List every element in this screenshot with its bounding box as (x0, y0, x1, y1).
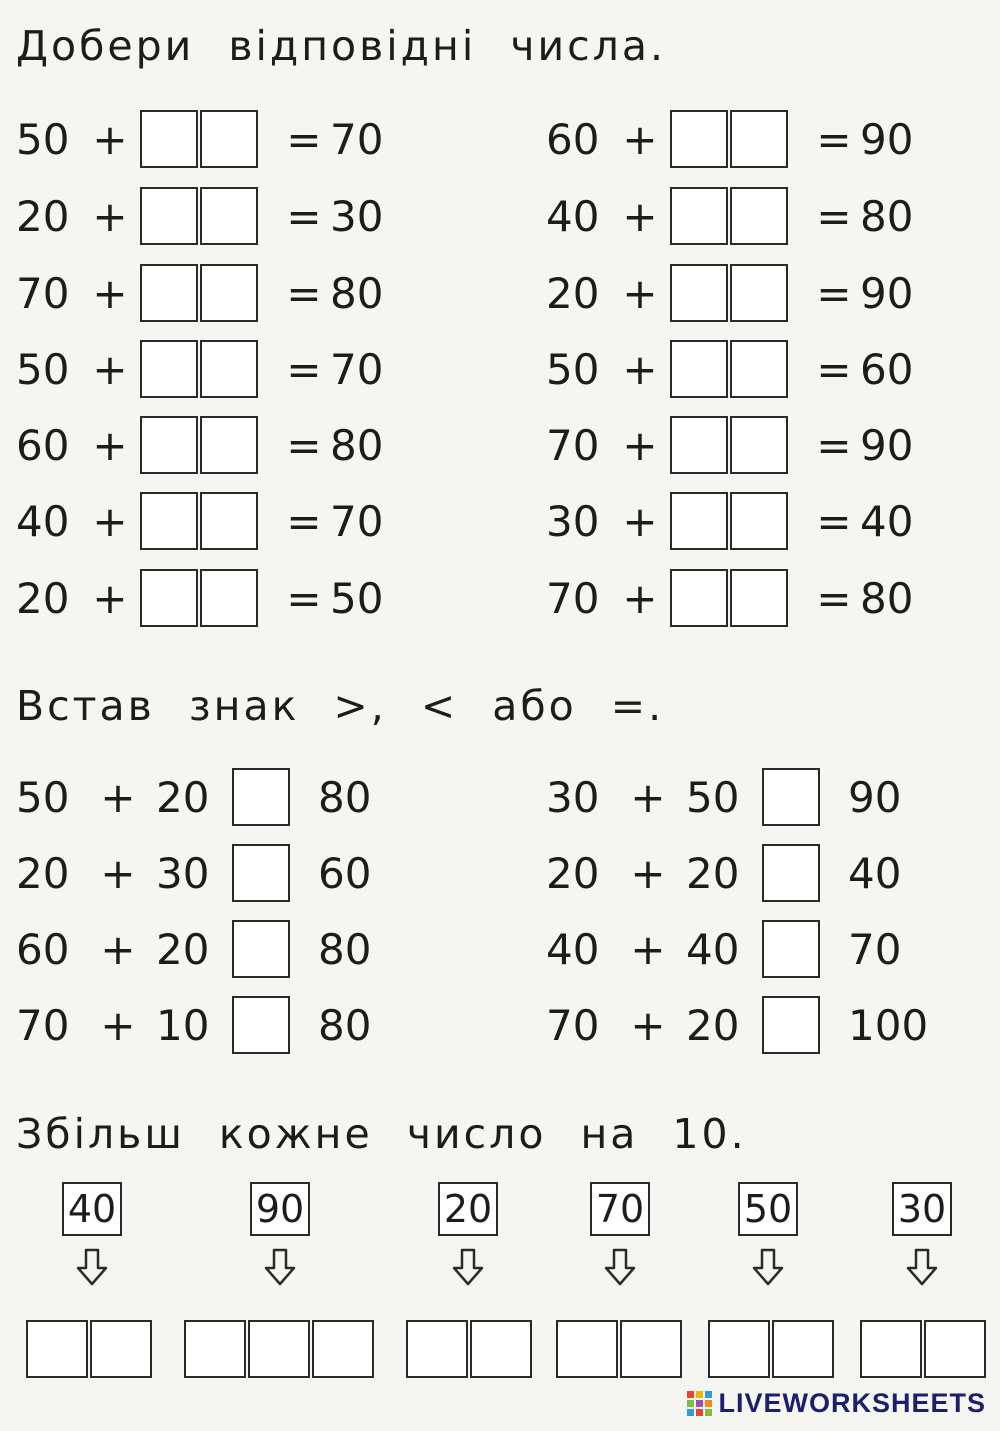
addend: 50 (546, 344, 600, 394)
comparison-row (16, 766, 382, 828)
plus-sign: + (92, 344, 128, 394)
answer-box[interactable] (772, 1320, 834, 1378)
addend: 20 (16, 573, 70, 623)
second-addend: 40 (686, 924, 740, 974)
equals-sign: = (816, 573, 852, 623)
sum: 80 (330, 268, 384, 318)
answer-boxes (670, 340, 788, 398)
answer-group (26, 1320, 152, 1378)
start-number-item (32, 1182, 152, 1290)
answer-box-ones[interactable] (200, 416, 258, 474)
addend: 20 (16, 191, 70, 241)
start-number-item (408, 1182, 528, 1290)
answer-box-ones[interactable] (730, 569, 788, 627)
sum: 60 (860, 344, 914, 394)
equals-sign: = (816, 268, 852, 318)
equals-sign: = (816, 344, 852, 394)
down-arrow-icon (32, 1248, 152, 1290)
answer-box-tens[interactable] (670, 264, 728, 322)
down-arrow-icon (408, 1248, 528, 1290)
comparison-row (16, 994, 382, 1056)
equals-sign: = (816, 420, 852, 470)
sum: 90 (860, 420, 914, 470)
start-number: 20 (438, 1182, 498, 1236)
sign-box[interactable] (232, 920, 290, 978)
answer-boxes (670, 492, 788, 550)
first-addend: 40 (546, 924, 600, 974)
answer-boxes (670, 416, 788, 474)
equation-row (16, 490, 394, 552)
answer-boxes (140, 492, 258, 550)
answer-box-ones[interactable] (200, 110, 258, 168)
answer-boxes (140, 340, 258, 398)
equation-row (546, 414, 924, 476)
plus-sign: + (92, 114, 128, 164)
equation-row (546, 338, 924, 400)
equals-sign: = (286, 268, 322, 318)
plus-sign: + (630, 924, 666, 974)
second-addend: 20 (686, 848, 740, 898)
plus-sign: + (92, 191, 128, 241)
answer-box-tens[interactable] (670, 569, 728, 627)
start-number: 50 (738, 1182, 798, 1236)
answer-box-ones[interactable] (200, 569, 258, 627)
answer-box-tens[interactable] (670, 416, 728, 474)
plus-sign: + (622, 420, 658, 470)
answer-box[interactable] (924, 1320, 986, 1378)
sign-box[interactable] (762, 920, 820, 978)
compare-value: 90 (848, 772, 902, 822)
answer-box-ones[interactable] (200, 264, 258, 322)
plus-sign: + (630, 848, 666, 898)
sum: 30 (330, 191, 384, 241)
sign-box[interactable] (762, 996, 820, 1054)
answer-group (406, 1320, 532, 1378)
first-addend: 20 (16, 848, 70, 898)
equals-sign: = (816, 114, 852, 164)
comparison-row (16, 918, 382, 980)
sign-box[interactable] (762, 768, 820, 826)
equation-row (16, 414, 394, 476)
equation-row (546, 108, 924, 170)
answer-box-tens[interactable] (140, 264, 198, 322)
answer-box[interactable] (406, 1320, 468, 1378)
answer-boxes (670, 187, 788, 245)
comparison-row (16, 842, 382, 904)
sum: 70 (330, 344, 384, 394)
equation-row (546, 490, 924, 552)
answer-box[interactable] (312, 1320, 374, 1378)
answer-box-tens[interactable] (140, 569, 198, 627)
plus-sign: + (630, 772, 666, 822)
sum: 80 (330, 420, 384, 470)
comparison-row (546, 994, 929, 1056)
first-addend: 70 (16, 1000, 70, 1050)
answer-boxes (140, 264, 258, 322)
answer-group (708, 1320, 834, 1378)
first-addend: 60 (16, 924, 70, 974)
equals-sign: = (816, 496, 852, 546)
second-addend: 10 (156, 1000, 210, 1050)
sum: 80 (860, 191, 914, 241)
section2-title: Встав знак >, < або =. (16, 682, 665, 730)
plus-sign: + (92, 268, 128, 318)
comparison-row (546, 918, 912, 980)
equals-sign: = (286, 114, 322, 164)
equals-sign: = (816, 191, 852, 241)
sign-box[interactable] (232, 768, 290, 826)
answer-group (556, 1320, 682, 1378)
answer-box-tens[interactable] (670, 110, 728, 168)
addend: 50 (16, 344, 70, 394)
plus-sign: + (92, 420, 128, 470)
answer-box-ones[interactable] (730, 492, 788, 550)
answer-box-ones[interactable] (730, 110, 788, 168)
first-addend: 70 (546, 1000, 600, 1050)
sum: 40 (860, 496, 914, 546)
plus-sign: + (630, 1000, 666, 1050)
equation-row (546, 262, 924, 324)
start-number-item (560, 1182, 680, 1290)
answer-box-ones[interactable] (730, 187, 788, 245)
answer-box-ones[interactable] (730, 264, 788, 322)
answer-box-tens[interactable] (140, 340, 198, 398)
addend: 20 (546, 268, 600, 318)
answer-box[interactable] (708, 1320, 770, 1378)
answer-box-tens[interactable] (140, 110, 198, 168)
equation-row (16, 338, 394, 400)
answer-box-ones[interactable] (200, 492, 258, 550)
logo-mark-icon (687, 1391, 712, 1416)
second-addend: 50 (686, 772, 740, 822)
plus-sign: + (622, 114, 658, 164)
section3-title: Збільш кожне число на 10. (16, 1110, 747, 1158)
sign-box[interactable] (762, 844, 820, 902)
plus-sign: + (100, 1000, 136, 1050)
compare-value: 70 (848, 924, 902, 974)
answer-box[interactable] (90, 1320, 152, 1378)
compare-value: 80 (318, 924, 372, 974)
answer-box[interactable] (556, 1320, 618, 1378)
start-number: 90 (250, 1182, 310, 1236)
plus-sign: + (622, 573, 658, 623)
down-arrow-icon (220, 1248, 340, 1290)
answer-boxes (140, 110, 258, 168)
equals-sign: = (286, 496, 322, 546)
compare-value: 80 (318, 1000, 372, 1050)
start-number-item (862, 1182, 982, 1290)
comparison-row (546, 842, 912, 904)
start-number: 30 (892, 1182, 952, 1236)
addend: 40 (16, 496, 70, 546)
answer-box-tens[interactable] (140, 187, 198, 245)
answer-group (184, 1320, 374, 1378)
answer-box-tens[interactable] (670, 187, 728, 245)
start-number-item (708, 1182, 828, 1290)
start-number: 40 (62, 1182, 122, 1236)
compare-value: 80 (318, 772, 372, 822)
addend: 60 (546, 114, 600, 164)
comparison-row (546, 766, 912, 828)
addend: 30 (546, 496, 600, 546)
logo-text: LIVEWORKSHEETS (718, 1388, 986, 1418)
answer-group (860, 1320, 986, 1378)
addend: 70 (16, 268, 70, 318)
answer-boxes (670, 569, 788, 627)
answer-box-tens[interactable] (670, 492, 728, 550)
equation-row (16, 262, 394, 324)
down-arrow-icon (862, 1248, 982, 1290)
addend: 70 (546, 420, 600, 470)
equals-sign: = (286, 191, 322, 241)
compare-value: 100 (848, 1000, 929, 1050)
answer-boxes (670, 264, 788, 322)
start-number-item (220, 1182, 340, 1290)
plus-sign: + (100, 924, 136, 974)
equation-row (16, 185, 394, 247)
sum: 90 (860, 268, 914, 318)
equation-row (546, 185, 924, 247)
sign-box[interactable] (232, 996, 290, 1054)
addend: 50 (16, 114, 70, 164)
answer-box[interactable] (26, 1320, 88, 1378)
answer-box-tens[interactable] (140, 492, 198, 550)
plus-sign: + (622, 191, 658, 241)
equation-row (546, 567, 924, 629)
sum: 70 (330, 496, 384, 546)
sum: 90 (860, 114, 914, 164)
addend: 40 (546, 191, 600, 241)
liveworksheets-logo (687, 1388, 986, 1419)
first-addend: 50 (16, 772, 70, 822)
answer-boxes (140, 187, 258, 245)
plus-sign: + (622, 344, 658, 394)
answer-box-tens[interactable] (670, 340, 728, 398)
compare-value: 60 (318, 848, 372, 898)
plus-sign: + (92, 496, 128, 546)
answer-box-tens[interactable] (140, 416, 198, 474)
first-addend: 20 (546, 848, 600, 898)
answer-boxes (670, 110, 788, 168)
first-addend: 30 (546, 772, 600, 822)
answer-box[interactable] (184, 1320, 246, 1378)
answer-box[interactable] (248, 1320, 310, 1378)
start-number: 70 (590, 1182, 650, 1236)
answer-box-ones[interactable] (730, 340, 788, 398)
equals-sign: = (286, 420, 322, 470)
plus-sign: + (100, 848, 136, 898)
equation-row (16, 567, 394, 629)
equals-sign: = (286, 344, 322, 394)
answer-box-ones[interactable] (730, 416, 788, 474)
addend: 60 (16, 420, 70, 470)
sum: 70 (330, 114, 384, 164)
sign-box[interactable] (232, 844, 290, 902)
section1-title: Добери відповідні числа. (16, 22, 667, 70)
second-addend: 20 (156, 772, 210, 822)
answer-box[interactable] (620, 1320, 682, 1378)
answer-box[interactable] (470, 1320, 532, 1378)
equation-row (16, 108, 394, 170)
equals-sign: = (286, 573, 322, 623)
answer-boxes (140, 569, 258, 627)
second-addend: 20 (156, 924, 210, 974)
plus-sign: + (622, 496, 658, 546)
addend: 70 (546, 573, 600, 623)
answer-box-ones[interactable] (200, 340, 258, 398)
second-addend: 20 (686, 1000, 740, 1050)
plus-sign: + (100, 772, 136, 822)
answer-box[interactable] (860, 1320, 922, 1378)
down-arrow-icon (708, 1248, 828, 1290)
plus-sign: + (622, 268, 658, 318)
sum: 50 (330, 573, 384, 623)
answer-box-ones[interactable] (200, 187, 258, 245)
sum: 80 (860, 573, 914, 623)
compare-value: 40 (848, 848, 902, 898)
answer-boxes (140, 416, 258, 474)
down-arrow-icon (560, 1248, 680, 1290)
second-addend: 30 (156, 848, 210, 898)
plus-sign: + (92, 573, 128, 623)
